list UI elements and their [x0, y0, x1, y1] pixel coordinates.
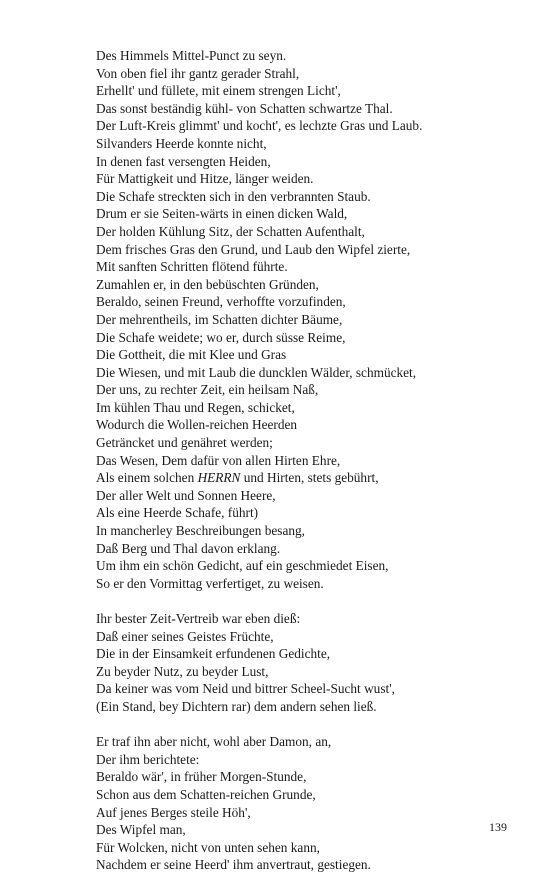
italic-text: HERRN [197, 470, 241, 486]
poem-line [96, 821, 536, 839]
line-text: Silvanders Heerde konnte nicht, [96, 135, 267, 151]
poem-line [96, 839, 536, 857]
poem-line [96, 311, 536, 329]
line-text: Von oben fiel ihr gantz gerader Strahl, [96, 65, 300, 81]
poem-line [96, 293, 536, 311]
line-text: Geträncket und genähret werden; [96, 435, 273, 451]
line-text: (Ein Stand, bey Dichtern rar) dem andern sehen ließ. [96, 698, 377, 714]
poem-line [96, 399, 536, 417]
poem-line [96, 663, 536, 681]
line-text: Der aller Welt und Sonnen Heere, [96, 487, 276, 503]
line-text: Mit sanften Schritten flötend führte. [96, 259, 288, 275]
line-text: Der mehrentheils, im Schatten dichter Bäume, [96, 311, 343, 327]
line-text: Um ihm ein schön Gedicht, auf ein geschmiedet Eisen, [96, 558, 389, 574]
line-text: In denen fast versengten Heiden, [96, 153, 271, 169]
poem-line [96, 117, 536, 135]
line-text: Daß einer seines Geistes Früchte, [96, 628, 274, 644]
poem-line [96, 698, 536, 716]
line-text: Als eine Heerde Schafe, führt) [96, 505, 259, 521]
poem-line [96, 786, 536, 804]
line-text: Des Himmels Mittel-Punct zu seyn. [96, 48, 287, 63]
line-text: Der uns, zu rechter Zeit, ein heilsam Naß, [96, 382, 319, 398]
poem-line [96, 135, 536, 153]
poem-line [96, 170, 536, 188]
line-text: und Hirten, stets gebührt, [240, 470, 379, 486]
poem-line [96, 364, 536, 382]
poem-text [96, 47, 536, 874]
line-text: Er traf ihn aber nicht, wohl aber Damon, an, [96, 734, 332, 750]
line-text: Da keiner was vom Neid und bittrer Scheel-Sucht wust', [96, 681, 395, 697]
poem-line [96, 768, 536, 786]
poem-line [96, 645, 536, 663]
poem-line [96, 680, 536, 698]
poem-line [96, 575, 536, 593]
poem-line [96, 223, 536, 241]
line-text: Die Schafe streckten sich in den verbrannten Staub. [96, 188, 371, 204]
poem-line [96, 557, 536, 575]
stanza [96, 610, 536, 716]
line-text: Für Mattigkeit und Hitze, länger weiden. [96, 171, 314, 187]
poem-line [96, 804, 536, 822]
line-text: Die Schafe weidete; wo er, durch süsse Reime, [96, 329, 346, 345]
line-text: Des Wipfel man, [96, 822, 186, 838]
line-text: Im kühlen Thau und Regen, schicket, [96, 399, 295, 415]
line-text: Der Luft-Kreis glimmt' und kocht', es lechzte Gras und Laub. [96, 118, 423, 134]
line-text: Zumahlen er, in den bebüschten Gründen, [96, 276, 319, 292]
line-text: Ihr bester Zeit-Vertreib war eben dieß: [96, 611, 301, 626]
poem-line [96, 469, 536, 487]
line-text: Wodurch die Wollen-reichen Heerden [96, 417, 298, 433]
poem-line [96, 329, 536, 347]
line-text: Die Gottheit, die mit Klee und Gras [96, 347, 287, 363]
line-text: So er den Vormittag verfertiget, zu weisen. [96, 575, 324, 591]
poem-line [96, 276, 536, 294]
line-text: Für Wolcken, nicht von unten sehen kann, [96, 839, 320, 855]
poem-line [96, 100, 536, 118]
poem-line [96, 65, 536, 83]
line-text: Beraldo wär', in früher Morgen-Stunde, [96, 769, 307, 785]
line-text: Zu beyder Nutz, zu beyder Lust, [96, 663, 269, 679]
poem-line [96, 188, 536, 206]
line-text: Die Wiesen, und mit Laub die duncklen Wälder, schmücket, [96, 364, 417, 380]
poem-line [96, 856, 536, 874]
line-text: Drum er sie Seiten-wärts in einen dicken Wald, [96, 206, 348, 222]
line-text: Beraldo, seinen Freund, verhoffte vorzufinden, [96, 294, 346, 310]
line-text: Der holden Kühlung Sitz, der Schatten Aufenthalt, [96, 223, 365, 239]
line-text: Daß Berg und Thal davon erklang. [96, 540, 281, 556]
line-text: In mancherley Beschreibungen besang, [96, 523, 305, 539]
poem-line [96, 153, 536, 171]
poem-line [96, 733, 536, 751]
poem-line [96, 540, 536, 558]
poem-line [96, 346, 536, 364]
stanza [96, 47, 536, 592]
line-text: Nachdem er seine Heerd' ihm anvertraut, gestiegen. [96, 857, 371, 873]
poem-line [96, 452, 536, 470]
poem-line [96, 487, 536, 505]
line-text: Das sonst beständig kühl- von Schatten schwartze Thal. [96, 100, 393, 116]
poem-line [96, 205, 536, 223]
poem-line [96, 381, 536, 399]
page-number: 139 [489, 820, 507, 834]
stanza [96, 733, 536, 874]
poem-line [96, 628, 536, 646]
poem-line [96, 47, 536, 65]
poem-line [96, 522, 536, 540]
line-text: Dem frisches Gras den Grund, und Laub den Wipfel zierte, [96, 241, 411, 257]
poem-line [96, 434, 536, 452]
line-text: Erhellt' und füllete, mit einem strengen Licht', [96, 83, 341, 99]
poem-line [96, 610, 536, 628]
poem-line [96, 416, 536, 434]
poem-line [96, 751, 536, 769]
line-text: Als einem solchen [96, 470, 198, 486]
line-text: Auf jenes Berges steile Höh', [96, 804, 251, 820]
poem-line [96, 258, 536, 276]
poem-line [96, 82, 536, 100]
line-text: Die in der Einsamkeit erfundenen Gedichte, [96, 646, 331, 662]
line-text: Das Wesen, Dem dafür von allen Hirten Ehre, [96, 452, 341, 468]
poem-line [96, 504, 536, 522]
line-text: Schon aus dem Schatten-reichen Grunde, [96, 786, 316, 802]
line-text: Der ihm berichtete: [96, 751, 200, 767]
poem-line [96, 241, 536, 259]
